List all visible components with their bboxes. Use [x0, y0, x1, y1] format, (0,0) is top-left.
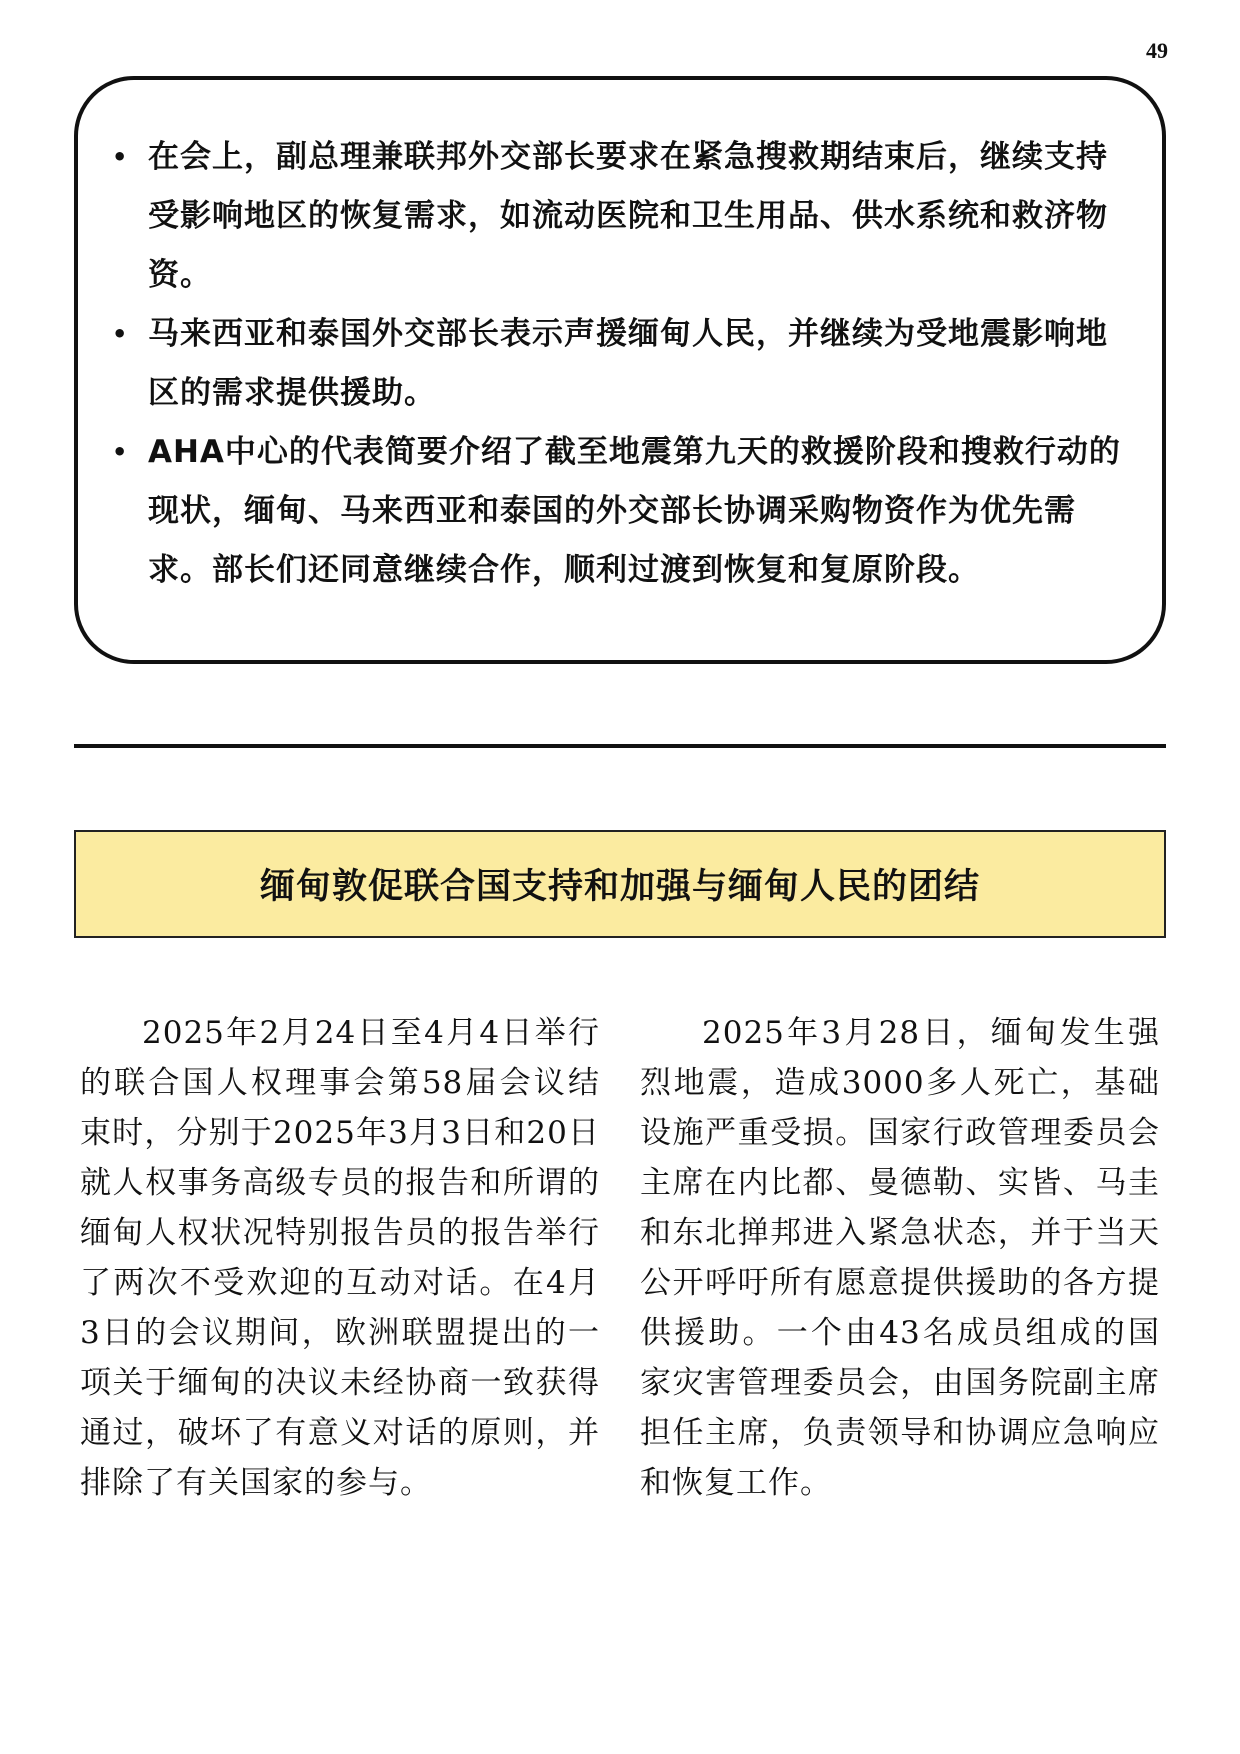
bullet-list: [108, 128, 1122, 600]
bullet-text: 马来西亚和泰国外交部长表示声援缅甸人民，并继续为受地震影响地区的需求提供援助。: [148, 316, 1108, 411]
bullet-dot-icon: •: [112, 143, 129, 171]
section-title: 缅甸敦促联合国支持和加强与缅甸人民的团结: [259, 867, 980, 907]
bullet-item-2: [108, 305, 1122, 423]
bullet-item-1: [108, 128, 1122, 305]
section-title-banner: [74, 830, 1166, 938]
summary-bullet-box: [74, 76, 1166, 664]
section-divider: [74, 744, 1166, 748]
article-column-left: [80, 1008, 600, 1508]
bullet-text: AHA中心的代表简要介绍了截至地震第九天的救援阶段和搜救行动的现状，缅甸、马来西亚和泰国的外交部长协调采购物资作为优先需求。部长们还同意继续合作，顺利过渡到恢复和复原阶段。: [148, 434, 1121, 588]
bullet-dot-icon: •: [112, 320, 129, 348]
bullet-text: 在会上，副总理兼联邦外交部长要求在紧急搜救期结束后，继续支持受影响地区的恢复需求，如流动医院和卫生用品、供水系统和救济物资。: [148, 139, 1108, 293]
article-paragraph: 2025年3月28日，缅甸发生强烈地震，造成3000多人死亡，基础设施严重受损。国家行政管理委员会主席在内比都、曼德勒、实皆、马圭和东北掸邦进入紧急状态，并于当天公开呼吁所有愿意提供援助的各方提供援助。一个由43名成员组成的国家灾害管理委员会，由国务院副主席担任主席，负责领导和协调应急响应和恢复工作。: [640, 1015, 1160, 1501]
bullet-item-3: [108, 423, 1122, 600]
article-paragraph: 2025年2月24日至4月4日举行的联合国人权理事会第58届会议结束时，分别于2025年3月3日和20日就人权事务高级专员的报告和所谓的缅甸人权状况特别报告员的报告举行了两次不受欢迎的互动对话。在4月3日的会议期间，欧洲联盟提出的一项关于缅甸的决议未经协商一致获得通过，破坏了有意义对话的原则，并排除了有关国家的参与。: [80, 1015, 600, 1501]
article-column-right: [640, 1008, 1160, 1508]
bullet-dot-icon: •: [112, 438, 129, 466]
page-number: 49: [1146, 38, 1168, 63]
